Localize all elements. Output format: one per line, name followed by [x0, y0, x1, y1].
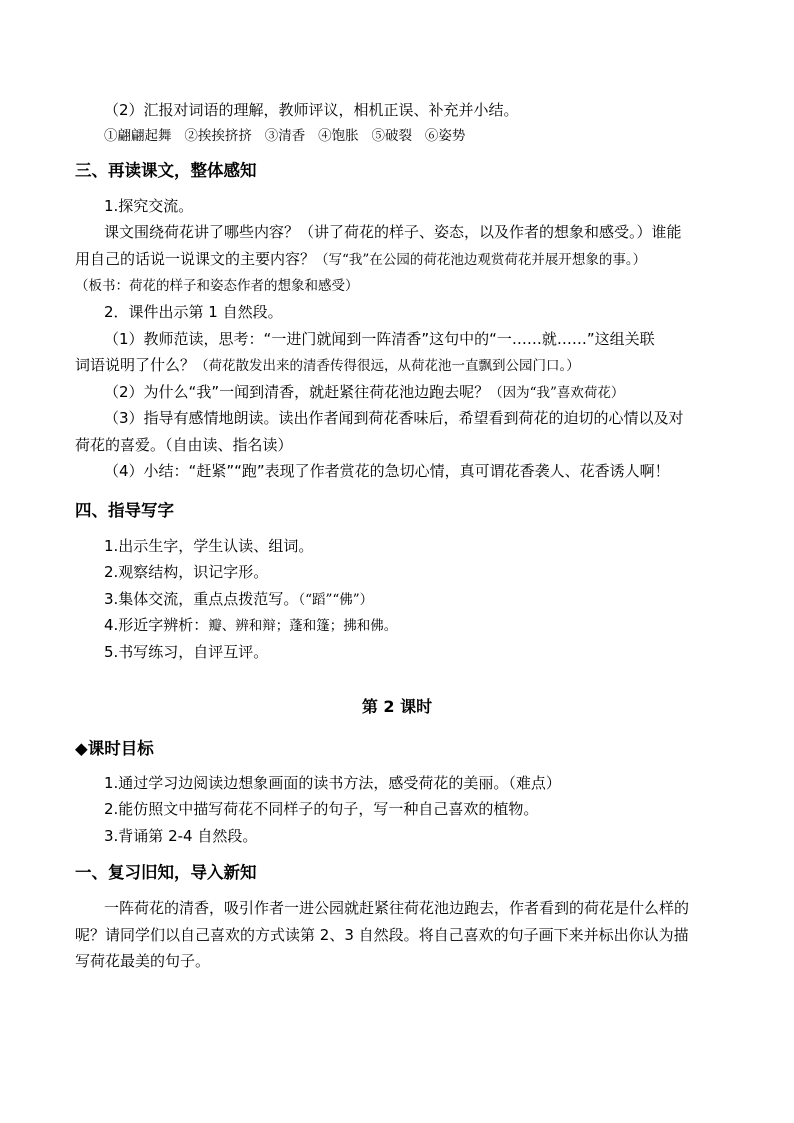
- character-examples: 瓣、辨和辩；蓬和篷；拂和佛。: [208, 618, 398, 634]
- question-3-line: 荷花的喜爱。（自由读、指名读）: [75, 436, 293, 454]
- paragraph-line: 课文围绕荷花讲了哪些内容？（讲了荷花的样子、姿态，以及作者的想象和感受。）谁能: [104, 223, 682, 241]
- vocabulary-word: ⑤破裂: [371, 128, 412, 144]
- step-text: 4.形近字辨析：: [104, 616, 209, 634]
- answer-text: （荷花散发出来的清香传得很远，从荷花池一直飘到公园门口。）: [195, 358, 580, 374]
- section-heading: 三、再读课文，整体感知: [75, 161, 257, 180]
- step-1: 1.出示生字，学生认读、组词。: [104, 537, 314, 555]
- vocabulary-word: ③清香: [264, 128, 306, 144]
- paragraph-line: [75, 249, 646, 270]
- step-2: 2．课件出示第 1 自然段。: [104, 303, 283, 321]
- procedure-item-2: （2）汇报对词语的理解，教师评议，相机正误、补充并小结。: [104, 101, 519, 119]
- question-1-line: [75, 355, 580, 376]
- paragraph-line: 一阵荷花的清香，吸引作者一进公园就赶紧往荷花池边跑去，作者看到的荷花是什么样的: [104, 899, 690, 917]
- goal-2: 2.能仿照文中描写荷花不同样子的句子，写一种自己喜欢的植物。: [104, 800, 539, 818]
- vocabulary-word: ①翩翩起舞: [104, 128, 172, 144]
- vocabulary-word: ⑥姿势: [424, 128, 466, 144]
- answer-text: （因为“我”喜欢荷花）: [489, 385, 625, 401]
- lesson-title: 第 2 课时: [361, 697, 433, 716]
- paragraph-line: 写荷花最美的句子。: [75, 952, 211, 970]
- question-text: 词语说明了什么？: [75, 356, 196, 374]
- character-examples: （“蹈”“佛”）: [298, 592, 374, 608]
- vocabulary-word: ④饱胀: [318, 128, 359, 144]
- question-2: [104, 382, 624, 403]
- goal-1: 1.通过学习边阅读边想象画面的读书方法，感受荷花的美丽。（难点）: [104, 774, 561, 792]
- step-4: [104, 615, 397, 636]
- question-1-line: （1）教师范读，思考：“一进门就闻到一阵清香”这句中的“一……就……”这组关联: [104, 330, 655, 348]
- goals-heading: ◆课时目标: [75, 739, 154, 758]
- answer-text: （写“我”在公园的荷花池边观赏荷花并展开想象的事。）: [315, 252, 647, 268]
- vocabulary-list: [104, 126, 465, 146]
- step-2: 2.观察结构，识记字形。: [104, 563, 269, 581]
- paragraph-line: 呢？请同学们以自己喜欢的方式读第 2、3 自然段。将自己喜欢的句子画下来并标出你认为描: [75, 926, 689, 944]
- section-heading: 四、指导写字: [75, 501, 174, 520]
- step-text: 3.集体交流，重点点拨范写。: [104, 590, 299, 608]
- question-text: （2）为什么“我”一闻到清香，就赶紧往荷花池边跑去呢？: [104, 383, 490, 401]
- section-heading: 一、复习旧知，导入新知: [75, 863, 257, 882]
- summary: （4）小结：“赶紧”“跑”表现了作者赏花的急切心情，真可谓花香袭人、花香诱人啊！: [104, 462, 670, 480]
- step-5: 5.书写练习，自评互评。: [104, 643, 269, 661]
- question-text: 用自己的话说一说课文的主要内容？: [75, 250, 316, 268]
- step-1: 1.探究交流。: [104, 197, 194, 215]
- vocabulary-word: ②挨挨挤挤: [184, 128, 252, 144]
- question-3-line: （3）指导有感情地朗读。读出作者闻到荷花香味后，希望看到荷花的迫切的心情以及对: [104, 409, 684, 427]
- goal-3: 3.背诵第 2-4 自然段。: [104, 827, 258, 845]
- step-3: [104, 589, 373, 610]
- board-note: （板书：荷花的样子和姿态作者的想象和感受）: [75, 278, 359, 294]
